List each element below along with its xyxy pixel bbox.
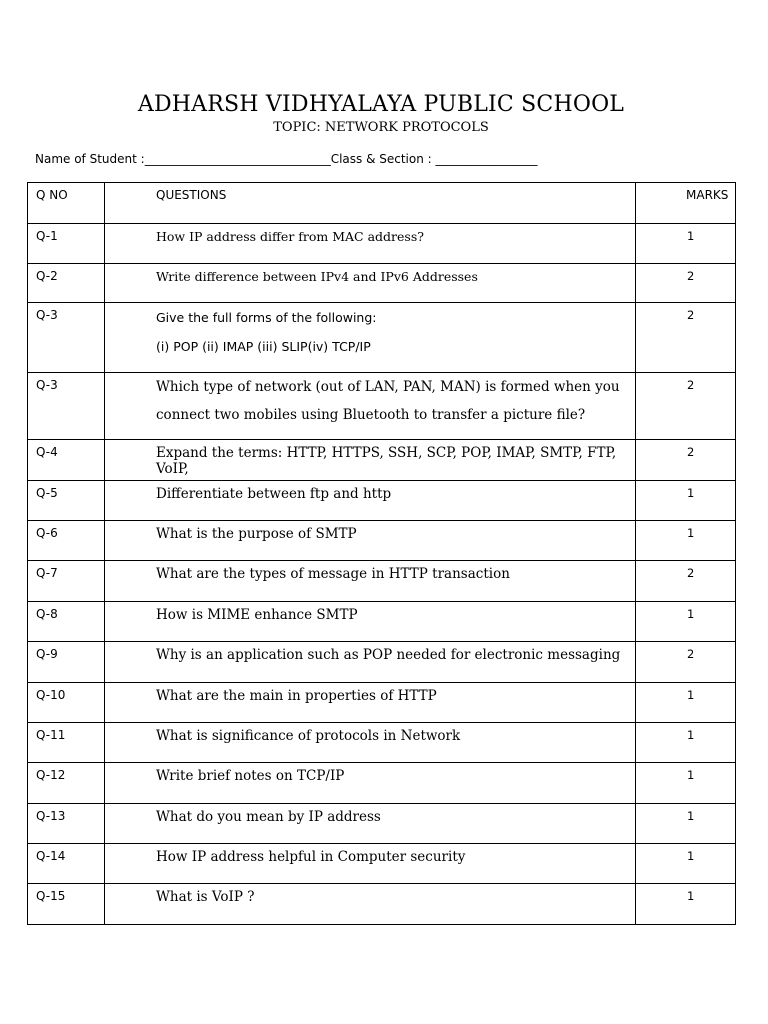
question-number: Q-3 (28, 303, 105, 373)
question-text: Write brief notes on TCP/IP (105, 763, 636, 804)
question-number: Q-14 (28, 844, 105, 884)
table-row (28, 844, 736, 884)
question-text: What are the types of message in HTTP transaction (105, 561, 636, 602)
question-number: Q-13 (28, 804, 105, 844)
question-marks: 1 (636, 844, 736, 884)
question-text: Expand the terms: HTTP, HTTPS, SSH, SCP, POP, IMAP, SMTP, FTP, VoIP, (105, 440, 636, 481)
table-row (28, 561, 736, 602)
question-text (105, 303, 636, 373)
question-marks: 2 (636, 303, 736, 373)
table-row (28, 884, 736, 925)
table-header-row (28, 183, 736, 224)
questions-table (27, 182, 736, 925)
question-marks: 2 (636, 264, 736, 303)
question-marks: 2 (636, 373, 736, 440)
question-number: Q-9 (28, 642, 105, 683)
question-text: What is the purpose of SMTP (105, 521, 636, 561)
question-marks: 2 (636, 440, 736, 481)
table-row (28, 804, 736, 844)
table-row (28, 373, 736, 440)
question-number: Q-8 (28, 602, 105, 642)
question-number: Q-7 (28, 561, 105, 602)
question-line: Which type of network (out of LAN, PAN, MAN) is formed when you (156, 379, 620, 395)
table-row (28, 481, 736, 521)
question-line: connect two mobiles using Bluetooth to transfer a picture file? (156, 407, 586, 423)
question-number: Q-5 (28, 481, 105, 521)
table-row (28, 521, 736, 561)
question-marks: 1 (636, 683, 736, 723)
question-text: How is MIME enhance SMTP (105, 602, 636, 642)
question-marks: 1 (636, 723, 736, 763)
table-row (28, 224, 736, 264)
table-row (28, 303, 736, 373)
topic-subtitle: TOPIC: NETWORK PROTOCOLS (273, 120, 489, 135)
question-line: Give the full forms of the following: (156, 310, 377, 325)
question-line: (i) POP (ii) IMAP (iii) SLIP(iv) TCP/IP (156, 339, 371, 354)
question-number: Q-6 (28, 521, 105, 561)
table-row (28, 763, 736, 804)
question-number: Q-15 (28, 884, 105, 925)
table-row (28, 683, 736, 723)
question-marks: 2 (636, 642, 736, 683)
question-marks: 1 (636, 602, 736, 642)
question-number: Q-11 (28, 723, 105, 763)
question-text: Why is an application such as POP needed for electronic messaging (105, 642, 636, 683)
table-row (28, 723, 736, 763)
question-text (105, 373, 636, 440)
header-questions: QUESTIONS (105, 183, 636, 224)
question-number: Q-1 (28, 224, 105, 264)
question-text: Differentiate between ftp and http (105, 481, 636, 521)
header-marks: MARKS (636, 183, 736, 224)
question-text: What are the main in properties of HTTP (105, 683, 636, 723)
question-marks: 1 (636, 763, 736, 804)
question-text: What is significance of protocols in Network (105, 723, 636, 763)
question-number: Q-10 (28, 683, 105, 723)
table-row (28, 440, 736, 481)
header-qno: Q NO (28, 183, 105, 224)
table-row (28, 642, 736, 683)
question-marks: 1 (636, 521, 736, 561)
question-text: How IP address differ from MAC address? (105, 224, 636, 264)
question-text: How IP address helpful in Computer security (105, 844, 636, 884)
table-row (28, 264, 736, 303)
question-text: Write difference between IPv4 and IPv6 Addresses (105, 264, 636, 303)
question-number: Q-12 (28, 763, 105, 804)
question-marks: 1 (636, 884, 736, 925)
question-marks: 1 (636, 224, 736, 264)
question-number: Q-3 (28, 373, 105, 440)
table-row (28, 602, 736, 642)
school-title: ADHARSH VIDHYALAYA PUBLIC SCHOOL (137, 92, 625, 117)
student-info-line: Name of Student :_______________________________Class & Section : _________________ (35, 152, 538, 166)
question-text: What do you mean by IP address (105, 804, 636, 844)
question-marks: 1 (636, 804, 736, 844)
question-number: Q-4 (28, 440, 105, 481)
question-marks: 1 (636, 481, 736, 521)
question-number: Q-2 (28, 264, 105, 303)
question-text: What is VoIP ? (105, 884, 636, 925)
question-marks: 2 (636, 561, 736, 602)
